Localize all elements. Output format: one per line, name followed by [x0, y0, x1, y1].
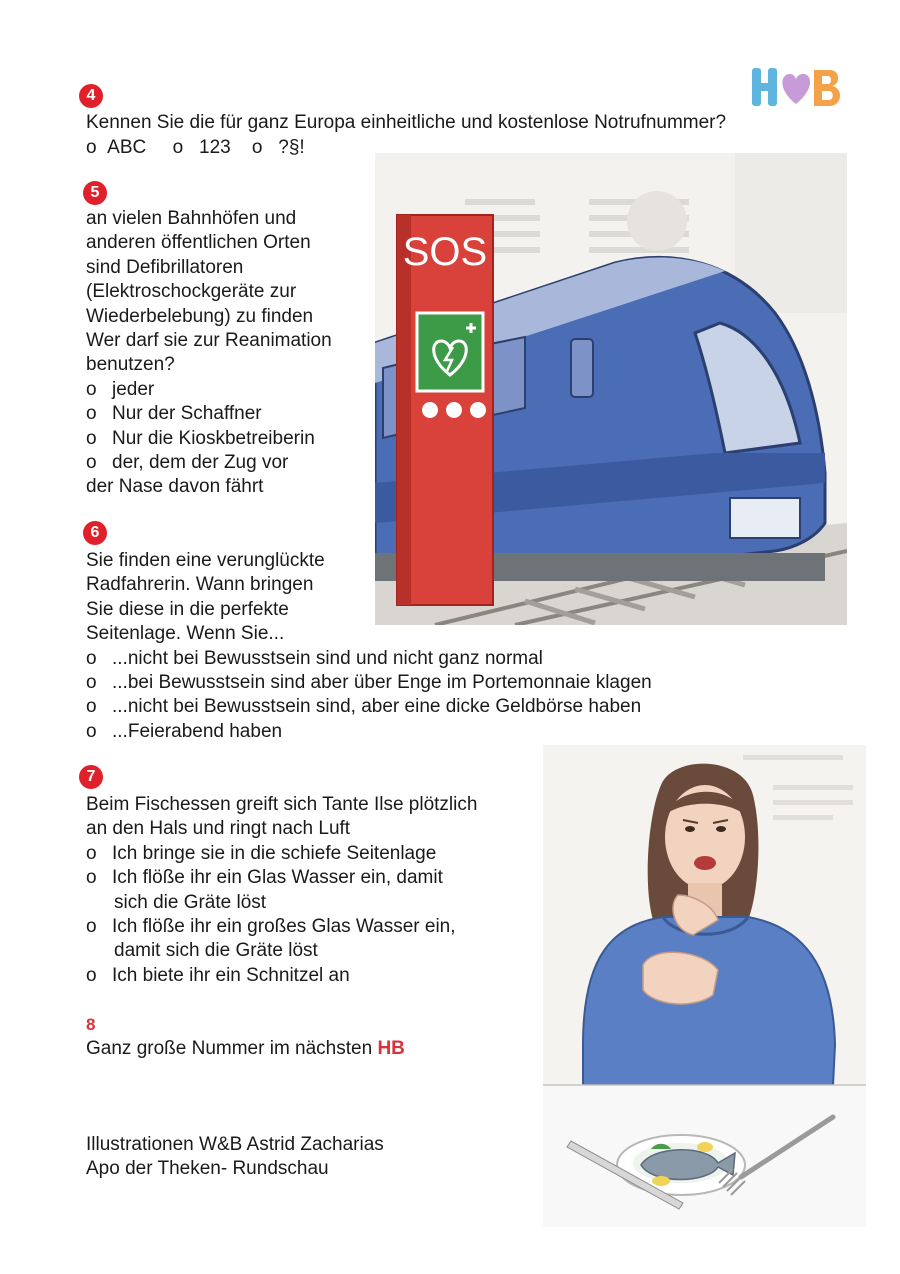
- question-line: Sie finden eine verunglückte: [86, 550, 325, 571]
- sos-label: SOS: [402, 230, 488, 274]
- answer-option[interactable]: o ...bei Bewusstsein sind aber über Enge im Portemonnaie klagen: [86, 671, 652, 695]
- option-bullet[interactable]: o: [86, 916, 97, 938]
- option-bullet[interactable]: o: [86, 378, 97, 400]
- answer-option[interactable]: o Ich biete ihr ein Schnitzel an: [86, 964, 477, 988]
- question-number-badge: 5: [83, 181, 107, 205]
- answer-option-continuation: damit sich die Gräte löst: [114, 940, 318, 962]
- answer-option[interactable]: o ...nicht bei Bewusstsein sind, aber eine dicke Geldbörse haben: [86, 695, 652, 719]
- option-bullet[interactable]: o: [86, 720, 97, 742]
- option-bullet[interactable]: o: [86, 427, 97, 449]
- option-123: 123: [199, 137, 231, 158]
- answer-option[interactable]: o ...nicht bei Bewusstsein sind und nicht ganz normal: [86, 647, 652, 671]
- option-bullet[interactable]: o: [86, 696, 97, 718]
- question-line: Wiederbelebung) zu finden: [86, 305, 314, 327]
- option-bullet[interactable]: o: [172, 137, 184, 158]
- option-bullet[interactable]: o: [251, 137, 263, 158]
- question-7-block: [86, 793, 477, 988]
- question-line: (Elektroschockgeräte zur: [86, 281, 297, 303]
- question-line: an vielen Bahnhöfen und: [86, 208, 297, 229]
- question-line: Sie diese in die perfekte: [86, 598, 289, 620]
- answer-option[interactable]: o Ich flöße ihr ein Glas Wasser ein, damit: [86, 866, 477, 890]
- logo-heart: [782, 74, 810, 104]
- question-4-text: Kennen Sie die für ganz Europa einheitliche und kostenlose Notrufnummer?: [86, 112, 727, 133]
- logo-h: [752, 68, 777, 106]
- answer-option[interactable]: o Nur der Schaffner: [86, 402, 332, 426]
- option-symbols: ?§!: [278, 137, 305, 158]
- question-5-block: [86, 207, 332, 500]
- logo-b: [814, 70, 840, 106]
- question-number-badge: 7: [79, 765, 103, 789]
- question-8-number: 8: [86, 1015, 96, 1034]
- credit-line-illustrations: Illustrationen W&B Astrid Zacharias: [86, 1134, 384, 1155]
- teaser-highlight: HB: [377, 1038, 405, 1059]
- question-4-options: [86, 136, 305, 160]
- hb-logo: [748, 62, 848, 114]
- option-abc: ABC: [107, 137, 147, 158]
- question-line: Beim Fischessen greift sich Tante Ilse plötzlich: [86, 794, 478, 815]
- option-bullet[interactable]: o: [86, 452, 97, 474]
- question-line: benutzen?: [86, 354, 175, 376]
- question-line: an den Hals und ringt nach Luft: [86, 818, 351, 840]
- answer-option[interactable]: o Nur die Kioskbetreiberin: [86, 427, 332, 451]
- answer-option[interactable]: o Ich bringe sie in die schiefe Seitenlage: [86, 842, 477, 866]
- question-line: anderen öffentlichen Orten: [86, 232, 311, 254]
- question-6-block: [86, 549, 652, 744]
- question-number-badge: 4: [79, 84, 103, 108]
- option-bullet[interactable]: o: [86, 964, 97, 986]
- answer-option[interactable]: o ...Feierabend haben: [86, 720, 652, 744]
- option-bullet[interactable]: o: [86, 867, 97, 889]
- question-line: Radfahrerin. Wann bringen: [86, 574, 314, 596]
- credit-line-publication: Apo der Theken- Rundschau: [86, 1158, 329, 1180]
- option-bullet[interactable]: o: [86, 842, 97, 864]
- answer-option[interactable]: o der, dem der Zug vor: [86, 451, 332, 475]
- answer-option[interactable]: o jeder: [86, 378, 332, 402]
- question-number-badge: 6: [83, 521, 107, 545]
- credits: [86, 1133, 384, 1182]
- answer-option[interactable]: o Ich flöße ihr ein großes Glas Wasser ein,: [86, 915, 477, 939]
- answer-option-continuation: der Nase davon fährt: [86, 476, 264, 498]
- question-8-text: [86, 1037, 405, 1061]
- question-line: sind Defibrillatoren: [86, 256, 244, 278]
- choking-woman-illustration: [543, 745, 866, 1227]
- option-bullet[interactable]: o: [86, 647, 97, 669]
- question-line: Wer darf sie zur Reanimation: [86, 330, 332, 352]
- teaser-text: Ganz große Nummer im nächsten: [86, 1038, 378, 1059]
- option-bullet[interactable]: o: [86, 137, 97, 158]
- option-bullet[interactable]: o: [86, 403, 97, 425]
- answer-option-continuation: sich die Gräte löst: [114, 891, 267, 913]
- option-bullet[interactable]: o: [86, 672, 97, 694]
- question-line: Seitenlage. Wenn Sie...: [86, 623, 285, 645]
